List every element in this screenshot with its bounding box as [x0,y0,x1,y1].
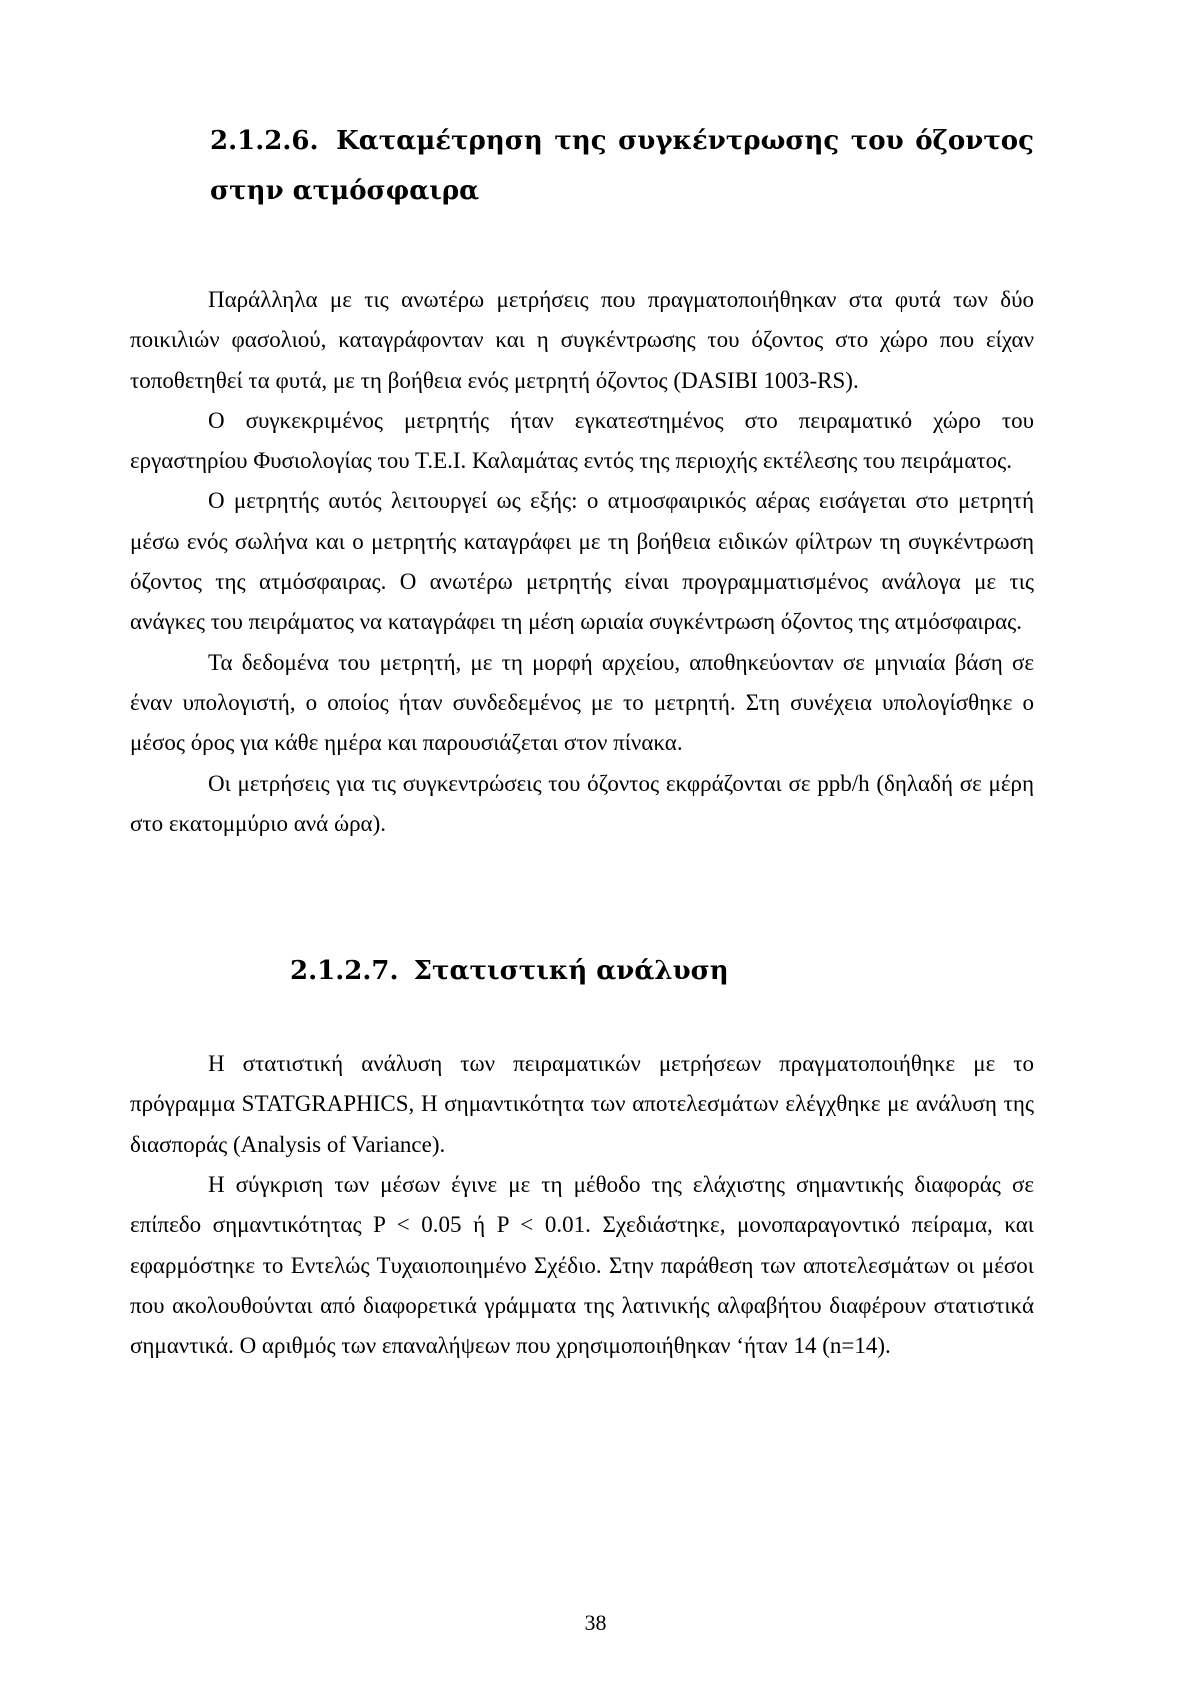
section-heading-ozone [210,116,1034,216]
paragraph: Η στατιστική ανάλυση των πειραματικών μετρήσεων πραγματοποιήθηκε με το πρόγραμμα STATGRAPHICS, Η σημαντικότητα των αποτελεσμάτων ελέγχθηκε με ανάλυση της διασποράς (Analysis of Variance). [130,1051,1034,1157]
section-number: 2.1.2.6. [210,126,319,156]
section-title: Καταμέτρηση της συγκέντρωσης του όζοντος στην ατμόσφαιρα [210,126,1034,206]
paragraph: Ο συγκεκριμένος μετρητής ήταν εγκατεστημένος στο πειραματικό χώρο του εργαστηρίου Φυσιολογίας του Τ.Ε.Ι. Καλαμάτας εντός της περιοχής εκτέλεσης του πειράματος. [130,407,1034,474]
section-heading-statistics [290,946,1034,996]
page-number: 38 [584,1610,607,1635]
paragraph: Ο μετρητής αυτός λειτουργεί ως εξής: ο ατμοσφαιρικός αέρας εισάγεται στο μετρητή μέσω ενός σωλήνα και ο μετρητής καταγράφει με τη βοήθεια ειδικών φίλτρων τη συγκέντρωση όζοντος της ατμόσφαιρας. Ο ανωτέρω μετρητής είναι προγραμματισμένος ανάλογα με τις ανάγκες του πειράματος να καταγράφει τη μέση ωριαία συγκέντρωση όζοντος της ατμόσφαιρας. [130,488,1034,635]
spacer [130,216,1034,280]
paragraph: Οι μετρήσεις για τις συγκεντρώσεις του όζοντος εκφράζονται σε ppb/h (δηλαδή σε μέρη στο εκατομμύριο ανά ώρα). [130,770,1034,836]
spacer [130,996,1034,1044]
paragraph: Τα δεδομένα του μετρητή, με τη μορφή αρχείου, αποθηκεύονταν σε μηνιαία βάση σε έναν υπολογιστή, ο οποίος ήταν συνδεδεμένος με το μετρητή. Στη συνέχεια υπολογίσθηκε ο μέσος όρος για κάθε ημέρα και παρουσιάζεται στον πίνακα. [130,649,1034,756]
page-content [130,116,1034,1367]
paragraph: Παράλληλα με τις ανωτέρω μετρήσεις που πραγματοποιήθηκαν στα φυτά των δύο ποικιλιών φασολιού, καταγράφονταν και η συγκέντρωσης του όζοντος στο χώρο που είχαν τοποθετηθεί τα φυτά, με τη βοήθεια ενός μετρητή όζοντος (DASIBI 1003-RS). [130,287,1034,393]
section-number: 2.1.2.7. [290,956,399,987]
paragraph: Η σύγκριση των μέσων έγινε με τη μέθοδο της ελάχιστης σημαντικής διαφοράς σε επίπεδο σημαντικότητας P < 0.05 ή P < 0.01. Σχεδιάστηκε, μονοπαραγοντικό πείραμα, και εφαρμόστηκε το Εντελώς Τυχαιοποιημένο Σχέδιο. Στην παράθεση των αποτελεσμάτων οι μέσοι που ακολουθούνται από διαφορετικά γράμματα της λατινικής αλφαβήτου διαφέρουν στατιστικά σημαντικά. Ο αριθμός των επαναλήψεων που χρησιμοποιήθηκαν ‘ήταν 14 (n=14). [130,1172,1034,1359]
section-title: Στατιστική ανάλυση [413,956,729,987]
